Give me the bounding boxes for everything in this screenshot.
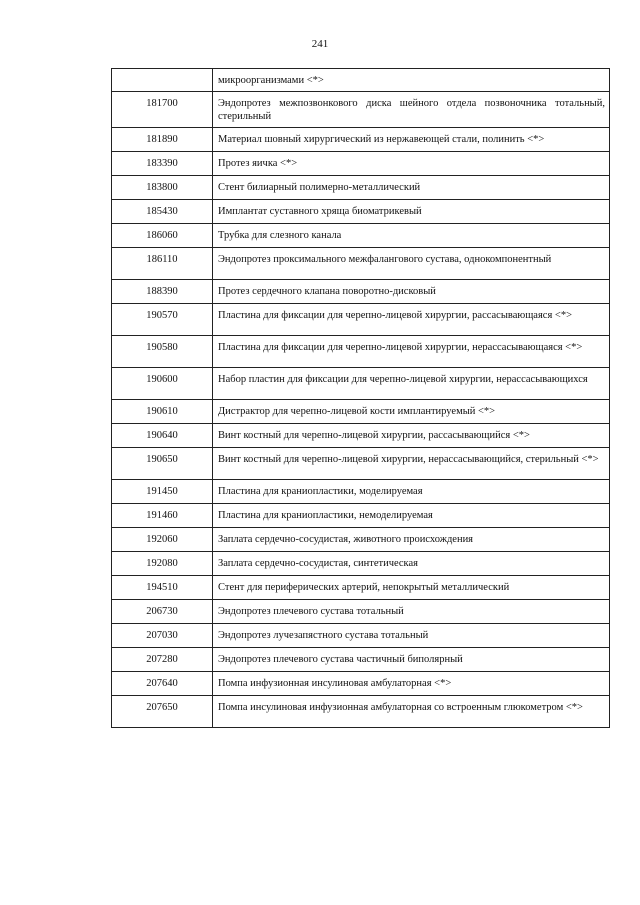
- device-name-cell: микроорганизмами <*>: [213, 69, 610, 92]
- table-row: [112, 336, 610, 368]
- device-code-cell: 181890: [112, 128, 213, 152]
- device-name-cell: Пластина для фиксации для черепно-лицевой хирургии, нерассасывающаяся <*>: [213, 336, 610, 368]
- device-name-cell: Винт костный для черепно-лицевой хирургии, рассасывающийся <*>: [213, 424, 610, 448]
- device-code-cell: 190610: [112, 400, 213, 424]
- table-row: [112, 200, 610, 224]
- device-code-cell: 185430: [112, 200, 213, 224]
- device-code-cell: 191460: [112, 504, 213, 528]
- table-row: [112, 280, 610, 304]
- table-row: [112, 528, 610, 552]
- device-name-cell: Набор пластин для фиксации для черепно-лицевой хирургии, нерассасывающихся: [213, 368, 610, 400]
- device-code-cell: 190580: [112, 336, 213, 368]
- device-code-cell: 186110: [112, 248, 213, 280]
- table-row: [112, 576, 610, 600]
- device-code-cell: 188390: [112, 280, 213, 304]
- device-code-cell: [112, 69, 213, 92]
- device-name-cell: Эндопротез плечевого сустава тотальный: [213, 600, 610, 624]
- device-name-cell: Эндопротез межпозвонкового диска шейного отдела позвоночника тотальный, стерильный: [213, 92, 610, 128]
- device-code-cell: 206730: [112, 600, 213, 624]
- device-name-cell: Трубка для слезного канала: [213, 224, 610, 248]
- table-row: [112, 92, 610, 128]
- device-code-cell: 190640: [112, 424, 213, 448]
- table-row: [112, 648, 610, 672]
- table-row: [112, 69, 610, 92]
- device-code-cell: 190600: [112, 368, 213, 400]
- table-row: [112, 480, 610, 504]
- table-row: [112, 176, 610, 200]
- device-name-cell: Помпа инсулиновая инфузионная амбулаторная со встроенным глюкометром <*>: [213, 696, 610, 728]
- device-code-cell: 194510: [112, 576, 213, 600]
- table-row: [112, 600, 610, 624]
- table-row: [112, 504, 610, 528]
- table-row: [112, 448, 610, 480]
- device-name-cell: Материал шовный хирургический из нержавеющей стали, полинить <*>: [213, 128, 610, 152]
- device-name-cell: Стент для периферических артерий, непокрытый металлический: [213, 576, 610, 600]
- table-row: [112, 672, 610, 696]
- device-code-cell: 191450: [112, 480, 213, 504]
- device-code-cell: 192060: [112, 528, 213, 552]
- device-code-cell: 181700: [112, 92, 213, 128]
- table-row: [112, 128, 610, 152]
- device-name-cell: Пластина для фиксации для черепно-лицевой хирургии, рассасывающаяся <*>: [213, 304, 610, 336]
- page-number: 241: [311, 38, 329, 50]
- device-code-cell: 207280: [112, 648, 213, 672]
- device-name-cell: Пластина для краниопластики, моделируемая: [213, 480, 610, 504]
- device-name-cell: Протез сердечного клапана поворотно-дисковый: [213, 280, 610, 304]
- device-name-cell: Винт костный для черепно-лицевой хирургии, нерассасывающийся, стерильный <*>: [213, 448, 610, 480]
- device-code-cell: 190570: [112, 304, 213, 336]
- table-row: [112, 624, 610, 648]
- device-code-cell: 190650: [112, 448, 213, 480]
- table-row: [112, 152, 610, 176]
- table-row: [112, 424, 610, 448]
- table-row: [112, 248, 610, 280]
- device-name-cell: Имплантат суставного хряща биоматрикевый: [213, 200, 610, 224]
- device-name-cell: Стент билиарный полимерно-металлический: [213, 176, 610, 200]
- table-row: [112, 552, 610, 576]
- device-name-cell: Эндопротез проксимального межфалангового сустава, однокомпонентный: [213, 248, 610, 280]
- table-row: [112, 224, 610, 248]
- device-code-cell: 192080: [112, 552, 213, 576]
- device-code-cell: 207650: [112, 696, 213, 728]
- table-row: [112, 304, 610, 336]
- device-name-cell: Эндопротез лучезапястного сустава тотальный: [213, 624, 610, 648]
- device-code-cell: 207030: [112, 624, 213, 648]
- device-name-cell: Заплата сердечно-сосудистая, синтетическая: [213, 552, 610, 576]
- device-name-cell: Заплата сердечно-сосудистая, животного происхождения: [213, 528, 610, 552]
- device-code-cell: 207640: [112, 672, 213, 696]
- device-name-cell: Протез яичка <*>: [213, 152, 610, 176]
- table-row: [112, 696, 610, 728]
- device-code-cell: 183800: [112, 176, 213, 200]
- device-name-cell: Эндопротез плечевого сустава частичный биполярный: [213, 648, 610, 672]
- device-name-cell: Помпа инфузионная инсулиновая амбулаторная <*>: [213, 672, 610, 696]
- table-row: [112, 368, 610, 400]
- device-name-cell: Пластина для краниопластики, немоделируемая: [213, 504, 610, 528]
- medical-devices-table: [111, 68, 610, 728]
- device-code-cell: 183390: [112, 152, 213, 176]
- device-name-cell: Дистрактор для черепно-лицевой кости имплантируемый <*>: [213, 400, 610, 424]
- table-row: [112, 400, 610, 424]
- device-code-cell: 186060: [112, 224, 213, 248]
